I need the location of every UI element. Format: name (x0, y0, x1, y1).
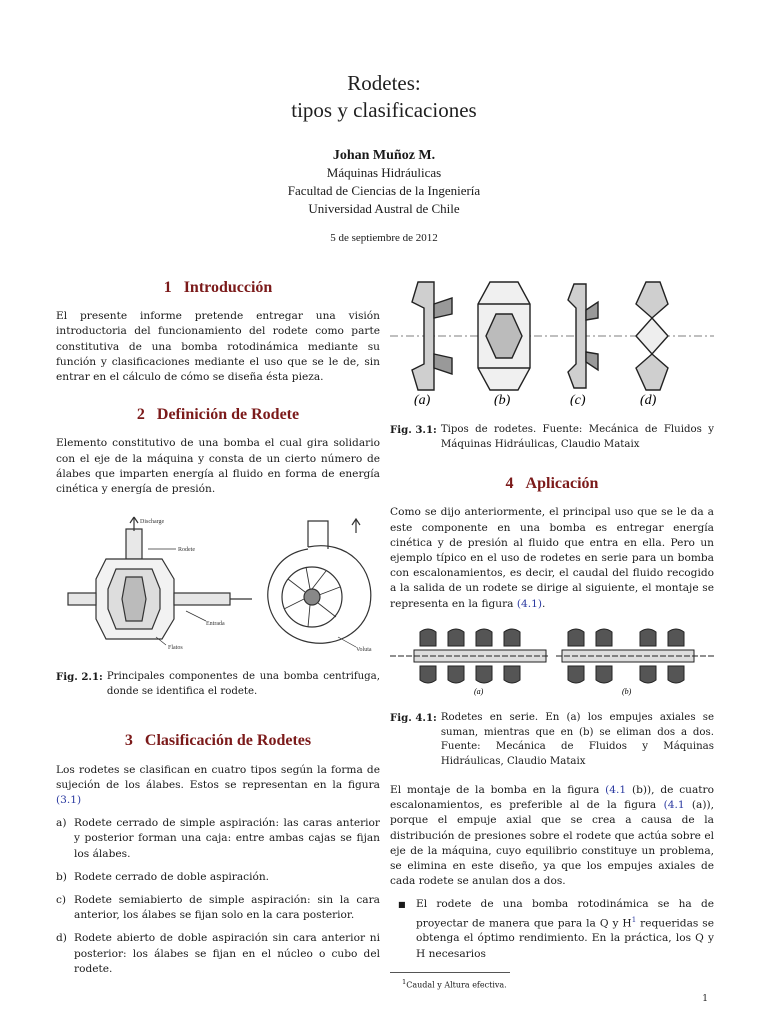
ref-figure-4-1[interactable]: (4.1) (516, 597, 542, 610)
section-4-heading (390, 476, 714, 491)
footnote-mark: 1 (402, 977, 407, 986)
footnote-text: Caudal y Altura efectiva. (406, 980, 507, 990)
figure-4-1 (390, 622, 714, 769)
section-1-number: 1 (163, 279, 172, 296)
ref-figure-4-1-a[interactable]: (4.1 (663, 799, 685, 812)
bullet-text-a: El rodete de una bomba rotodinámica se ha de proyectar de manera que para la Q y H (416, 898, 714, 930)
list-item (56, 870, 380, 885)
section-4-title: Aplicación (525, 475, 599, 493)
section-4-body-2 (390, 783, 714, 889)
figure-4-1-label: Fig. 4.1: (390, 712, 437, 725)
figure-3-1-caption (390, 423, 714, 452)
right-column (390, 280, 714, 993)
author-university: Universidad Austral de Chile (308, 201, 460, 216)
section-3-title: Clasificación de Rodetes (144, 732, 312, 750)
label-b: (b) (494, 393, 511, 406)
figure-2-1-caption (56, 670, 380, 699)
list-marker: b) (56, 870, 67, 883)
list-text: Rodete abierto de doble aspiración sin cara anterior ni posterior: los álabes se fijan en el núcleo o cubo del rodete. (74, 932, 380, 975)
label-entrada: Entrada (206, 621, 225, 628)
section-1-heading (56, 280, 380, 295)
centrifugal-pump-diagram (56, 509, 380, 659)
section-2-title: Definición de Rodete (156, 406, 300, 424)
page-number: 1 (702, 994, 708, 1004)
list-text: Rodete semiabierto de simple aspiración: sin la cara anterior, los álabes se fijan solo en la cara posterior. (74, 894, 380, 922)
footnote-divider (390, 972, 510, 973)
section-2-heading (56, 407, 380, 422)
section-3-body (56, 763, 380, 809)
label-rodete: Rodete (178, 547, 195, 554)
bullet-text (416, 897, 714, 961)
rodetes-in-series-diagram (390, 622, 714, 696)
title-block (0, 70, 768, 244)
section-2-body: Elemento constitutivo de una bomba el cual gira solidario con el eje de la máquina y consta de un cierto número de álabes que imparten energía al fluido en forma de energía cinética y energía de presión. (56, 437, 380, 496)
label-voluta: Voluta (356, 647, 372, 654)
figure-3-1 (390, 274, 714, 452)
body2-text-b: (b)), de cuatro escalonamientos, es preferible al de la figura (390, 784, 714, 812)
list-marker: d) (56, 932, 67, 945)
footnote (390, 975, 714, 993)
list-item (56, 893, 380, 923)
volute-diagram (268, 519, 371, 647)
figure-2-1 (56, 509, 380, 699)
series-a (390, 629, 550, 683)
series-b (556, 629, 714, 683)
list-item (398, 897, 714, 961)
label-discharge: Discharge (140, 519, 165, 526)
ref-figure-4-1-b[interactable]: (4.1 (605, 784, 627, 797)
label-series-b: (b) (622, 686, 632, 696)
rodete-types-diagram (390, 274, 714, 406)
footnote-ref[interactable]: 1 (631, 915, 637, 924)
list-text: Rodete cerrado de simple aspiración: las caras anterior y posterior forman una caja: entre ambas cajas se fijan los álabes. (74, 817, 380, 860)
body2-text-a: El montaje de la bomba en la figura (390, 784, 600, 797)
list-item (56, 816, 380, 862)
application-bullets (390, 897, 714, 961)
list-text: Rodete cerrado de doble aspiración. (74, 870, 270, 883)
section-2-number: 2 (136, 406, 145, 424)
author-name: Johan Muñoz M. (332, 148, 436, 163)
paper-date: 5 de septiembre de 2012 (330, 232, 438, 244)
rodete-types-list (56, 816, 380, 977)
ref-figure-3-1[interactable]: (3.1) (56, 794, 82, 807)
body2-text-c: (a)), porque el empuje axial que se crea a causa de la distribución de presiones sobre el rodete que actúa sobre el eje de la máquina, cuyo equilibrio constituye un problema, se elimina en este diseño, ya que los empujes axiales de cada rodete se anulan dos a dos. (390, 799, 714, 888)
list-marker: a) (56, 817, 67, 830)
figure-4-1-caption (390, 711, 714, 769)
section-3-heading (56, 733, 380, 748)
section-3-body-text: Los rodetes se clasifican en cuatro tipos según la forma de sujeción de los álabes. Estos se representan en la figura (56, 763, 380, 791)
label-d: (d) (640, 393, 657, 406)
author-course: Máquinas Hidráulicas (326, 165, 442, 180)
author-faculty: Facultad de Ciencias de la Ingeniería (287, 183, 481, 198)
label-a: (a) (414, 393, 431, 406)
section-4-number: 4 (505, 475, 514, 493)
paper-title-line1: Rodetes: (347, 71, 421, 95)
label-c: (c) (570, 393, 586, 406)
bullet-text-b: requeridas se obtenga el óptimo rendimiento. En la práctica, los Q y H necesarios (416, 917, 714, 960)
rodete-d-shape (636, 282, 668, 390)
label-flatos: Flatos (168, 645, 183, 652)
left-column (56, 280, 380, 985)
figure-3-1-label: Fig. 3.1: (390, 424, 437, 437)
section-4-body-text: Como se dijo anteriormente, el principal uso que se le da a este componente en una bomba es entregar energía cinética y de presión al fluido que entra en ella. Pero un ejemplo típico en el uso de rodetes en serie para un bomba con escalonamientos, es decir, el caudal del fluido recogido a la salida de un rodete se dirige al siguiente, el montaje se representa en la figura (390, 506, 714, 610)
figure-2-1-label: Fig. 2.1: (56, 671, 103, 684)
section-1-title: Introducción (183, 279, 273, 296)
section-3-number: 3 (124, 732, 133, 750)
list-item (56, 931, 380, 977)
label-series-a: (a) (474, 686, 484, 696)
rodete-b-shape (478, 282, 530, 390)
figure-3-1-text: Tipos de rodetes. Fuente: Mecánica de Fluidos y Máquinas Hidráulicas, Claudio Mataix (440, 424, 714, 450)
list-marker: c) (56, 894, 67, 907)
section-1-body: El presente informe pretende entregar una visión introductoria del funcionamiento del rodete como parte constitutiva de una bomba rotodinámica mediante su función y clasificaciones mediante el uso que se le de, sin entrar en el cálculo de cómo se diseña ésta pieza. (56, 310, 380, 384)
figure-2-1-text: Principales componentes de una bomba centrifuga, donde se identifica el rodete. (106, 671, 380, 697)
bullet-marker: ■ (398, 900, 406, 910)
paper-title-line2: tipos y clasificaciones (291, 98, 477, 122)
figure-4-1-text: Rodetes en serie. En (a) los empujes axiales se suman, mientras que en (b) se eliman dos a dos. Fuente: Mecánica de Fluidos y Máquinas Hidráulicas, Claudio Mataix (440, 712, 714, 767)
section-4-body: Como se dijo anteriormente, el principal uso que se le da a este componente en una bomba es entregar energía cinética y de presión al fluido que entra en ella. Pero un ejemplo típico en el uso de rodetes en serie para un bomba con escalonamientos, es decir, el caudal del fluido recogido a la salida de un rodete se dirige al siguiente, el montaje se representa en la figura (4.1). (390, 506, 714, 610)
